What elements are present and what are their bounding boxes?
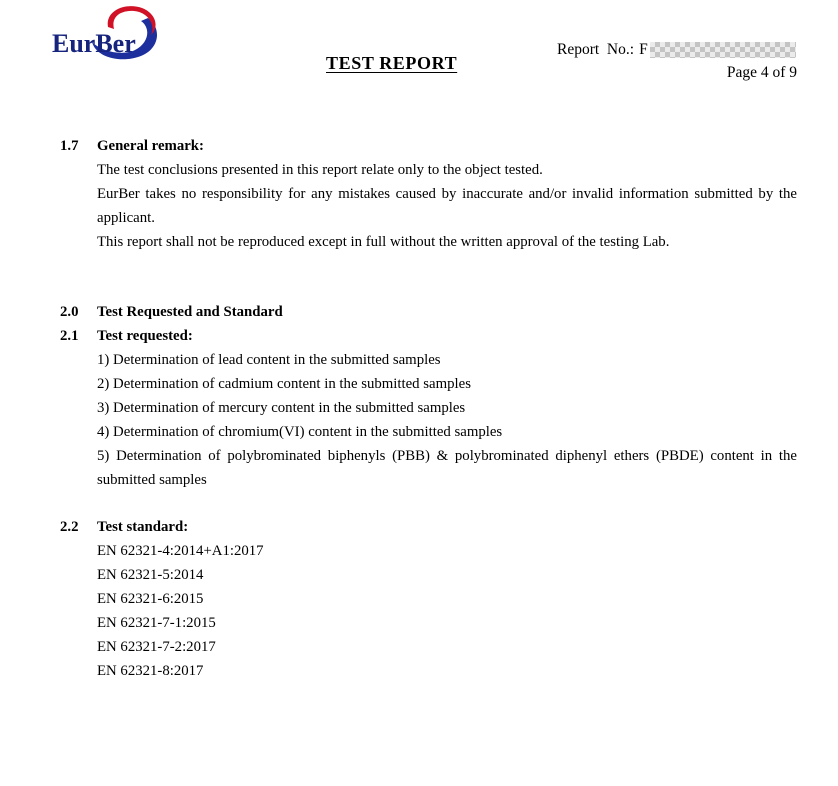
section-2-0 [60, 300, 797, 324]
section-1-7 [60, 134, 797, 254]
report-number-redacted-block [650, 42, 796, 58]
section-heading: Test Requested and Standard [97, 304, 283, 320]
section-2-1 [60, 324, 797, 492]
list-item: EN 62321-5:2014 [97, 567, 204, 583]
page-header [0, 0, 838, 120]
report-number-label: Report No.: [557, 41, 635, 58]
list-item: 3) Determination of mercury content in the submitted samples [97, 400, 466, 416]
list-item: EN 62321-4:2014+A1:2017 [97, 543, 264, 559]
paragraph: This report shall not be reproduced except in full without the written approval of the testing Lab. [97, 234, 670, 250]
list-item: EN 62321-7-1:2015 [97, 615, 216, 631]
page-number: Page 4 of 9 [726, 64, 797, 81]
list-item: 5) Determination of polybrominated biphenyls (PBB) & polybrominated diphenyl ethers (PBDE) content in the submitted samples [97, 448, 797, 488]
section-number: 1.7 [60, 138, 79, 154]
paragraph: The test conclusions presented in this report relate only to the object tested. [97, 162, 543, 178]
paragraph: EurBer takes no responsibility for any mistakes caused by inaccurate and/or invalid information submitted by the applicant. [97, 186, 797, 226]
section-content [97, 515, 797, 683]
section-content [97, 300, 797, 324]
section-number: 2.1 [60, 328, 79, 344]
list-item: 1) Determination of lead content in the submitted samples [97, 352, 441, 368]
section-2-2 [60, 515, 797, 683]
section-heading: General remark: [97, 138, 204, 154]
list-item: EN 62321-7-2:2017 [97, 639, 216, 655]
eurber-logo-graphic [50, 0, 170, 80]
page-title: TEST REPORT [326, 53, 458, 73]
report-number-line [557, 41, 796, 59]
section-content [97, 324, 797, 492]
document-body [0, 120, 838, 683]
list-item: EN 62321-6:2015 [97, 591, 204, 607]
section-heading: Test requested: [97, 328, 193, 344]
list-item: EN 62321-8:2017 [97, 663, 204, 679]
list-item: 4) Determination of chromium(VI) content in the submitted samples [97, 424, 503, 440]
list-item: 2) Determination of cadmium content in the submitted samples [97, 376, 471, 392]
report-number-partial: F [639, 41, 648, 58]
section-number: 2.0 [60, 304, 79, 320]
section-content [97, 134, 797, 254]
eurber-logo [50, 0, 170, 85]
section-heading: Test standard: [97, 519, 189, 535]
section-number: 2.2 [60, 519, 79, 535]
logo-text: EurBer [52, 29, 136, 58]
